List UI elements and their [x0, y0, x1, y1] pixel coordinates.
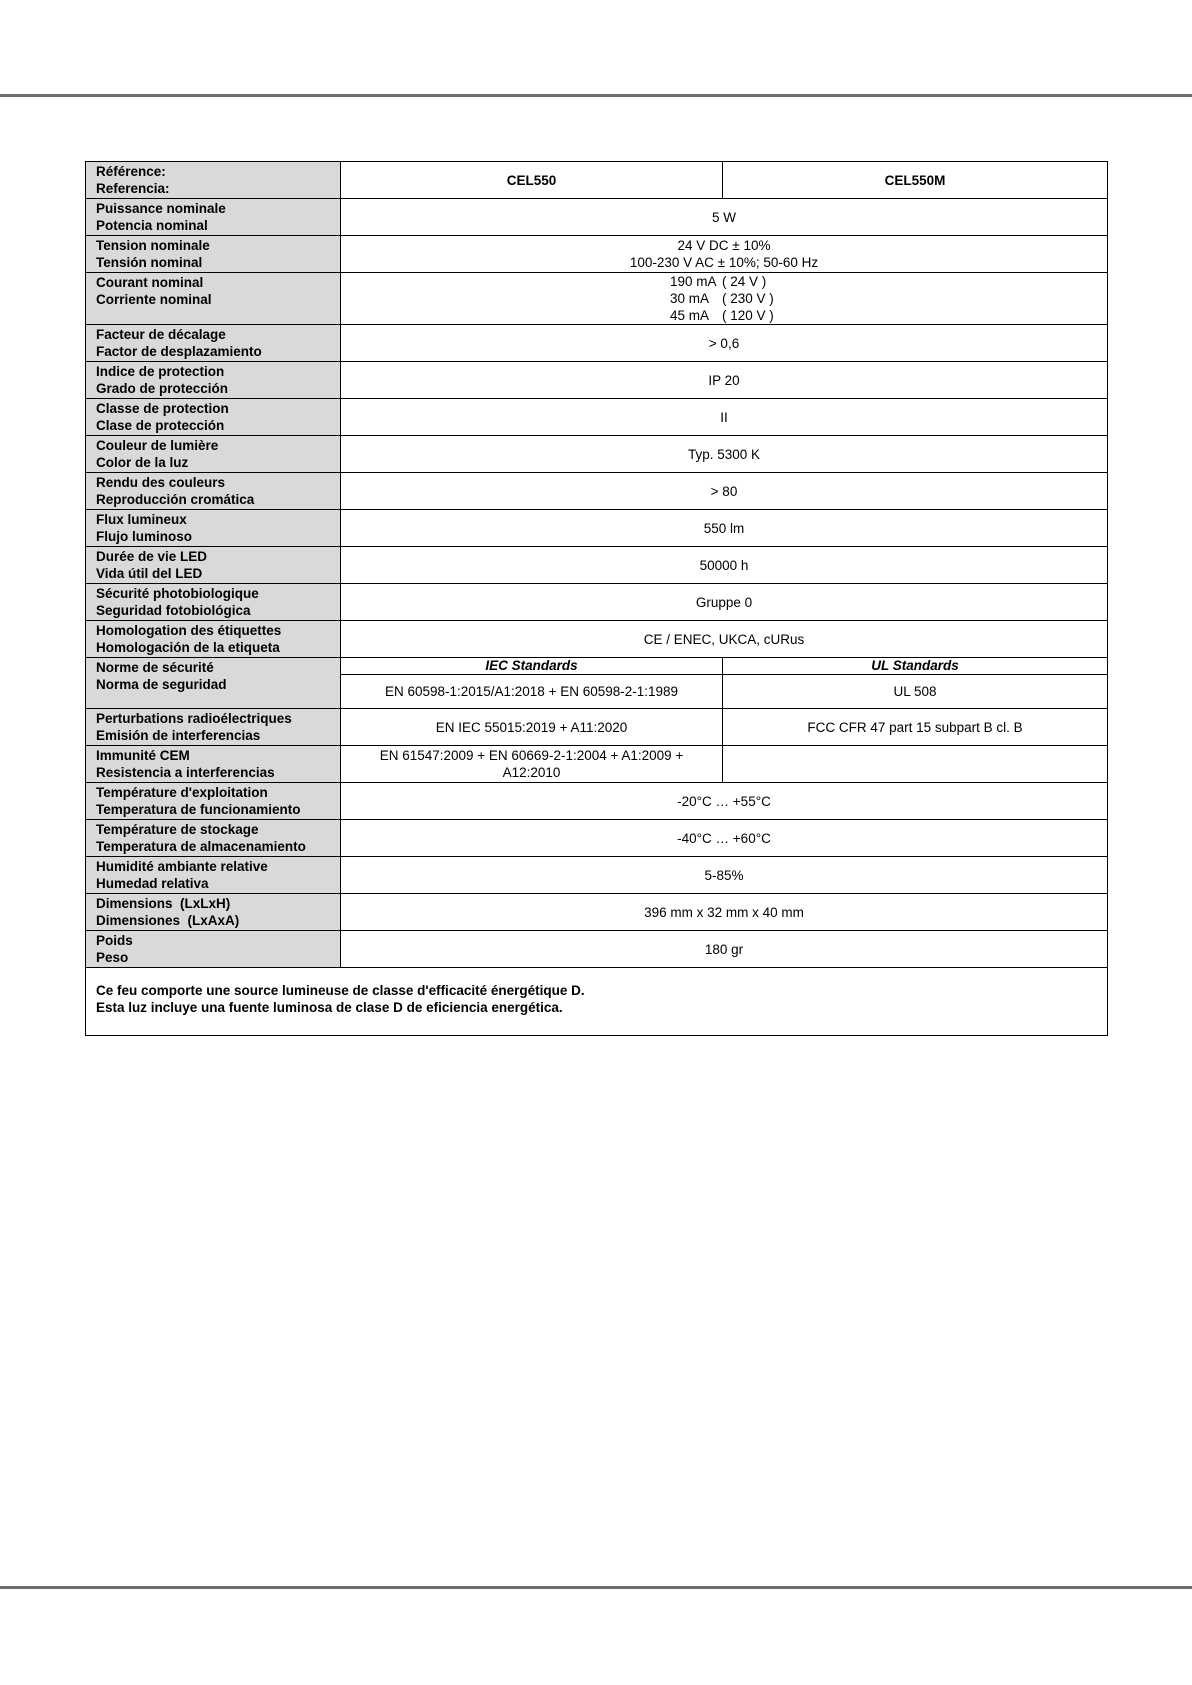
- value-operating-temperature: -20°C … +55°C: [341, 783, 1108, 820]
- label-es: Humedad relativa: [96, 876, 209, 891]
- label-es: Temperatura de funcionamiento: [96, 802, 301, 817]
- row-power: [86, 199, 1108, 236]
- current-line: [341, 307, 1107, 324]
- label-fr: Sécurité photobiologique: [96, 586, 259, 601]
- row-protection-class: [86, 399, 1108, 436]
- label-fr: Perturbations radioélectriques: [96, 711, 292, 726]
- current-volt: ( 24 V ): [722, 274, 767, 289]
- label-fr: Homologation des étiquettes: [96, 623, 282, 638]
- value-photobiological: Gruppe 0: [341, 584, 1108, 621]
- row-approval: [86, 621, 1108, 658]
- row-voltage: [86, 236, 1108, 273]
- label-fr: Poids: [96, 933, 133, 948]
- label-reference: [86, 162, 341, 199]
- label-es: Seguridad fotobiológica: [96, 603, 251, 618]
- iec-standards-header: IEC Standards: [341, 658, 723, 675]
- label-photobiological: [86, 584, 341, 621]
- immunity-line: EN 61547:2009 + EN 60669-2-1:2004 + A1:2009 +: [379, 748, 684, 763]
- energy-class-note: [86, 968, 1108, 1036]
- label-es: Factor de desplazamiento: [96, 344, 262, 359]
- ul-standards-header: UL Standards: [723, 658, 1108, 675]
- label-approval: [86, 621, 341, 658]
- label-es: Temperatura de almacenamiento: [96, 839, 306, 854]
- label-fr: Température d'exploitation: [96, 785, 268, 800]
- current-amp: 30 mA: [670, 291, 710, 306]
- voltage-ac: 100-230 V AC ± 10%; 50-60 Hz: [629, 255, 819, 270]
- voltage-dc: 24 V DC ± 10%: [677, 238, 771, 253]
- label-es: Corriente nominal: [96, 292, 212, 307]
- row-operating-temperature: [86, 783, 1108, 820]
- value-emission-ul: FCC CFR 47 part 15 subpart B cl. B: [723, 709, 1108, 746]
- value-humidity: 5-85%: [341, 857, 1108, 894]
- model-cel550m: CEL550M: [723, 162, 1108, 199]
- model-cel550: CEL550: [341, 162, 723, 199]
- row-luminous-flux: [86, 510, 1108, 547]
- label-es: Reproducción cromática: [96, 492, 255, 507]
- label-dimensions: [86, 894, 341, 931]
- label-emission: [86, 709, 341, 746]
- row-weight: [86, 931, 1108, 968]
- label-immunity: [86, 746, 341, 783]
- value-weight: 180 gr: [341, 931, 1108, 968]
- label-fr: Durée de vie LED: [96, 549, 208, 564]
- label-es: Resistencia a interferencias: [96, 765, 275, 780]
- value-safety-ul: UL 508: [723, 675, 1108, 709]
- label-es: Norma de seguridad: [96, 677, 227, 692]
- label-weight: [86, 931, 341, 968]
- label-fr: Couleur de lumière: [96, 438, 219, 453]
- note-fr: Ce feu comporte une source lumineuse de classe d'efficacité énergétique D.: [96, 983, 585, 998]
- label-es: Color de la luz: [96, 455, 189, 470]
- label-fr: Température de stockage: [96, 822, 259, 837]
- value-dimensions: 396 mm x 32 mm x 40 mm: [341, 894, 1108, 931]
- label-fr: Référence:: [96, 164, 166, 179]
- current-amp: 190 mA: [670, 274, 717, 289]
- label-fr: Dimensions (LxLxH): [96, 896, 231, 911]
- value-safety-iec: EN 60598-1:2015/A1:2018 + EN 60598-2-1:1989: [341, 675, 723, 709]
- row-reference: [86, 162, 1108, 199]
- row-storage-temperature: [86, 820, 1108, 857]
- value-immunity-ul: [723, 746, 1108, 783]
- label-voltage: [86, 236, 341, 273]
- value-approval: CE / ENEC, UKCA, cURus: [341, 621, 1108, 658]
- label-fr: Flux lumineux: [96, 512, 187, 527]
- label-es: Referencia:: [96, 181, 170, 196]
- row-photobiological: [86, 584, 1108, 621]
- label-fr: Norme de sécurité: [96, 660, 214, 675]
- label-current: [86, 273, 341, 325]
- label-es: Tensión nominal: [96, 255, 203, 270]
- label-fr: Tension nominale: [96, 238, 210, 253]
- value-color-rendering: > 80: [341, 473, 1108, 510]
- label-color-rendering: [86, 473, 341, 510]
- label-displacement: [86, 325, 341, 362]
- label-protection-index: [86, 362, 341, 399]
- label-storage-temperature: [86, 820, 341, 857]
- label-es: Dimensiones (LxAxA): [96, 913, 240, 928]
- value-displacement: > 0,6: [341, 325, 1108, 362]
- row-light-color: [86, 436, 1108, 473]
- label-fr: Rendu des couleurs: [96, 475, 226, 490]
- label-es: Peso: [96, 950, 129, 965]
- spec-table: [85, 161, 1108, 1036]
- label-safety-norm: [86, 658, 341, 709]
- label-operating-temperature: [86, 783, 341, 820]
- row-color-rendering: [86, 473, 1108, 510]
- label-es: Vida útil del LED: [96, 566, 203, 581]
- value-voltage: [341, 236, 1108, 273]
- label-light-color: [86, 436, 341, 473]
- row-emission: [86, 709, 1108, 746]
- label-fr: Humidité ambiante relative: [96, 859, 268, 874]
- label-protection-class: [86, 399, 341, 436]
- row-immunity: [86, 746, 1108, 783]
- note-es: Esta luz incluye una fuente luminosa de clase D de eficiencia energética.: [96, 1000, 563, 1015]
- row-safety-norm-header: [86, 658, 1108, 675]
- label-led-life: [86, 547, 341, 584]
- label-es: Clase de protección: [96, 418, 225, 433]
- value-protection-class: II: [341, 399, 1108, 436]
- row-humidity: [86, 857, 1108, 894]
- label-humidity: [86, 857, 341, 894]
- label-es: Emisión de interferencias: [96, 728, 261, 743]
- label-luminous-flux: [86, 510, 341, 547]
- label-power: [86, 199, 341, 236]
- current-volt: ( 230 V ): [722, 291, 774, 306]
- value-protection-index: IP 20: [341, 362, 1108, 399]
- label-fr: Classe de protection: [96, 401, 229, 416]
- immunity-line: A12:2010: [502, 765, 561, 780]
- label-fr: Facteur de décalage: [96, 327, 226, 342]
- value-immunity-iec: [341, 746, 723, 783]
- value-luminous-flux: 550 lm: [341, 510, 1108, 547]
- label-es: Potencia nominal: [96, 218, 208, 233]
- value-led-life: 50000 h: [341, 547, 1108, 584]
- label-es: Grado de protección: [96, 381, 229, 396]
- row-displacement: [86, 325, 1108, 362]
- value-power: 5 W: [341, 199, 1108, 236]
- footer-rule: [0, 1586, 1192, 1589]
- value-light-color: Typ. 5300 K: [341, 436, 1108, 473]
- header-rule: [0, 94, 1192, 97]
- value-storage-temperature: -40°C … +60°C: [341, 820, 1108, 857]
- row-led-life: [86, 547, 1108, 584]
- row-current: [86, 273, 1108, 325]
- row-energy-note: [86, 968, 1108, 1036]
- label-fr: Puissance nominale: [96, 201, 226, 216]
- label-fr: Immunité CEM: [96, 748, 190, 763]
- label-fr: Indice de protection: [96, 364, 225, 379]
- value-emission-iec: EN IEC 55015:2019 + A11:2020: [341, 709, 723, 746]
- current-amp: 45 mA: [670, 308, 710, 323]
- current-volt: ( 120 V ): [722, 308, 774, 323]
- current-line: [341, 290, 1107, 307]
- value-current: [341, 273, 1108, 325]
- current-line: [341, 273, 1107, 290]
- label-es: Homologación de la etiqueta: [96, 640, 280, 655]
- row-dimensions: [86, 894, 1108, 931]
- label-fr: Courant nominal: [96, 275, 204, 290]
- label-es: Flujo luminoso: [96, 529, 192, 544]
- row-protection-index: [86, 362, 1108, 399]
